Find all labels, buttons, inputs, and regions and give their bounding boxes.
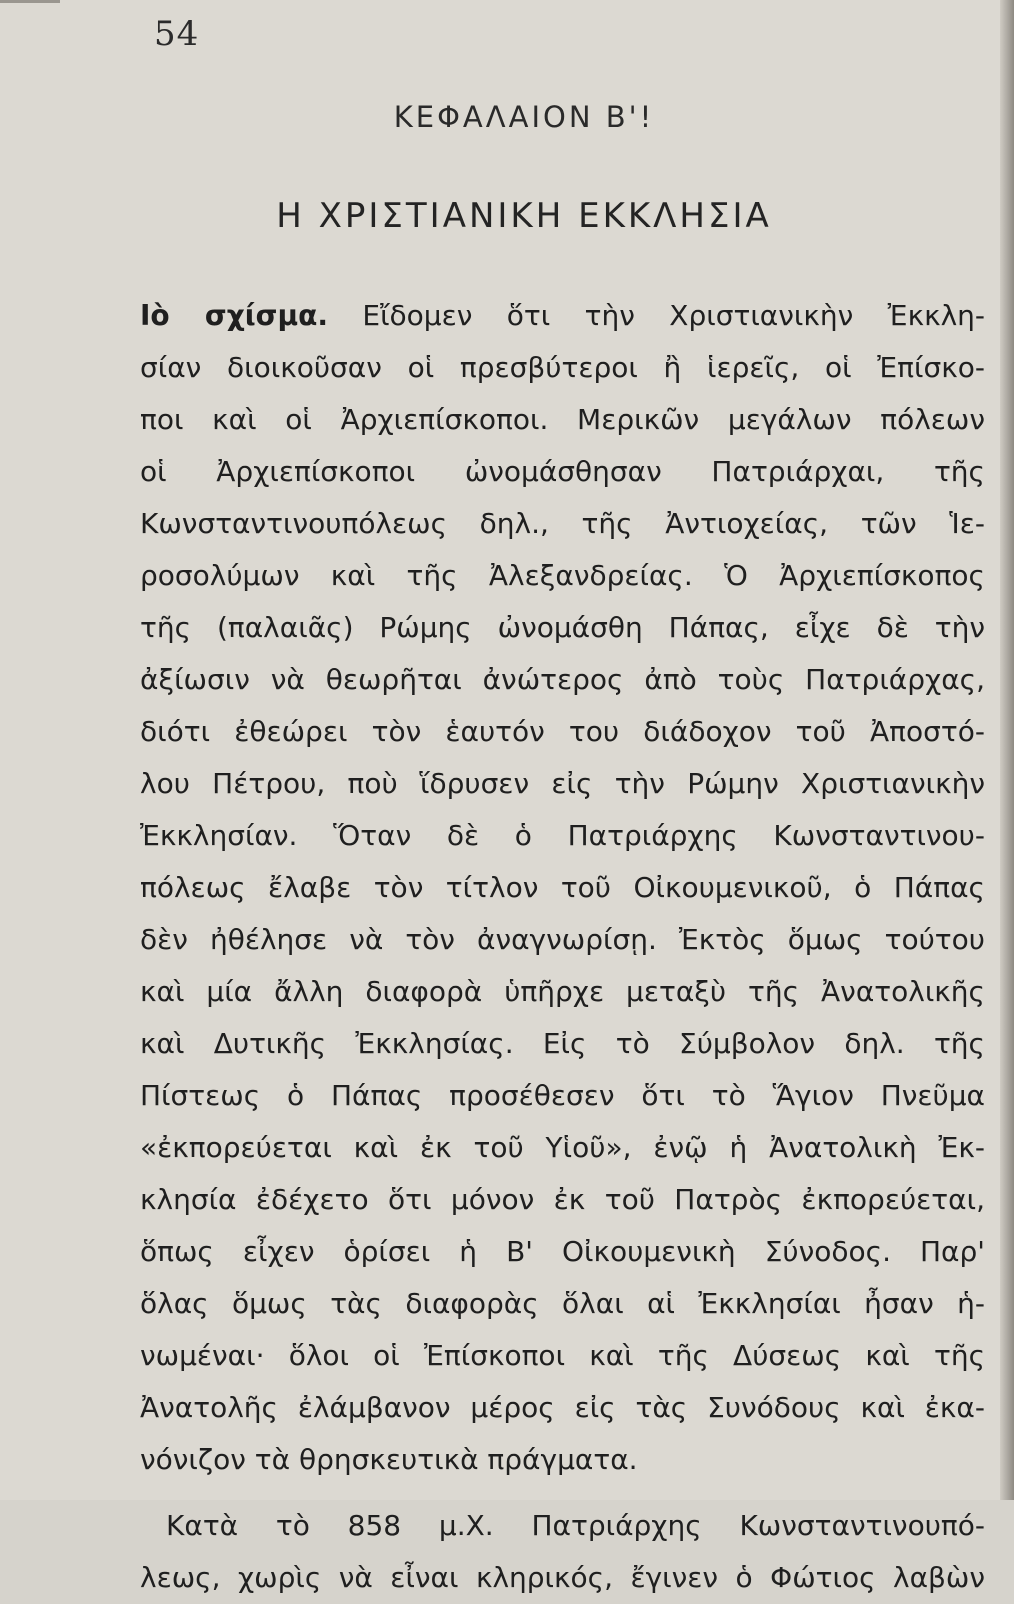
text-line: νωμέναι· ὅλοι οἱ Ἐπίσκοποι καὶ τῆς Δύσεως καὶ τῆς: [140, 1339, 985, 1372]
text-line: σίαν διοικοῦσαν οἱ πρεσβύτεροι ἢ ἱερεῖς, οἱ Ἐπίσκο-: [140, 351, 985, 384]
text-line: Κατὰ τὸ 858 μ.Χ. Πατριάρχης Κωνσταντινουπό-: [166, 1509, 985, 1542]
text-line: νόνιζον τὰ θρησκευτικὰ πράγματα.: [140, 1443, 638, 1476]
text-line: ἀξίωσιν νὰ θεωρῆται ἀνώτερος ἀπὸ τοὺς Πατριάρχας,: [140, 663, 985, 696]
text-line: «ἐκπορεύεται καὶ ἐκ τοῦ Υἱοῦ», ἐνῷ ἡ Ἀνατολικὴ Ἐκ-: [140, 1131, 985, 1164]
text-line: Κωνσταντινουπόλεως δηλ., τῆς Ἀντιοχείας, τῶν Ἱε-: [140, 507, 985, 540]
text-line: καὶ Δυτικῆς Ἐκκλησίας. Εἰς τὸ Σύμβολον δηλ. τῆς: [140, 1027, 985, 1060]
text-line: Πίστεως ὁ Πάπας προσέθεσεν ὅτι τὸ Ἅγιον Πνεῦμα: [140, 1079, 985, 1112]
text-line: ροσολύμων καὶ τῆς Ἀλεξανδρείας. Ὁ Ἀρχιεπίσκοπος: [140, 559, 985, 592]
chapter-title: Η ΧΡΙΣΤΙΑΝΙΚΗ ΕΚΚΛΗΣΙΑ: [276, 196, 772, 236]
body-text: [140, 290, 985, 1604]
text-line: καὶ μία ἄλλη διαφορὰ ὑπῆρχε μεταξὺ τῆς Ἀνατολικῆς: [140, 975, 985, 1008]
text-line: τῆς (παλαιᾶς) Ρώμης ὠνομάσθη Πάπας, εἶχε δὲ τὴν: [140, 611, 985, 644]
corner-mark: [0, 0, 60, 3]
text-line: [140, 290, 985, 342]
text-line: λου Πέτρου, ποὺ ἵδρυσεν εἰς τὴν Ρώμην Χριστιανικὴν: [140, 767, 985, 800]
text-line: οἱ Ἀρχιεπίσκοποι ὠνομάσθησαν Πατριάρχαι, τῆς: [140, 455, 985, 488]
text-line: διότι ἐθεώρει τὸν ἑαυτόν του διάδοχον τοῦ Ἀποστό-: [140, 715, 985, 748]
text-line: ὅπως εἶχεν ὁρίσει ἡ Β' Οἰκουμενικὴ Σύνοδος. Παρ': [140, 1235, 985, 1268]
text-line: λεως, χωρὶς νὰ εἶναι κληρικός, ἔγινεν ὁ Φώτιος λαβὼν: [140, 1561, 985, 1594]
text-line: δὲν ἠθέλησε νὰ τὸν ἀναγνωρίσῃ. Ἐκτὸς ὅμως τούτου: [140, 923, 985, 956]
section-heading: Ιὸ σχίσμα.: [140, 299, 328, 332]
text-line: ὅλας ὅμως τὰς διαφορὰς ὅλαι αἱ Ἐκκλησίαι ἦσαν ἡ-: [140, 1287, 985, 1320]
text-span: Εἴδομεν ὅτι τὴν Χριστιανικὴν Ἐκκλη-: [362, 299, 985, 332]
chapter-label: ΚΕΦΑΛΑΙΟΝ Β'!: [393, 100, 655, 134]
page-number: 54: [154, 14, 200, 54]
text-line: ποι καὶ οἱ Ἀρχιεπίσκοποι. Μερικῶν μεγάλων πόλεων: [140, 403, 985, 436]
text-line: κλησία ἐδέχετο ὅτι μόνον ἐκ τοῦ Πατρὸς ἐκπορεύεται,: [140, 1183, 985, 1216]
text-line: Ἐκκλησίαν. Ὅταν δὲ ὁ Πατριάρχης Κωνσταντινου-: [140, 819, 985, 852]
text-line: Ἀνατολῆς ἐλάμβανον μέρος εἰς τὰς Συνόδους καὶ ἐκα-: [140, 1391, 985, 1424]
text-line: πόλεως ἔλαβε τὸν τίτλον τοῦ Οἰκουμενικοῦ, ὁ Πάπας: [140, 871, 985, 904]
paragraph-gap: [140, 1486, 985, 1500]
